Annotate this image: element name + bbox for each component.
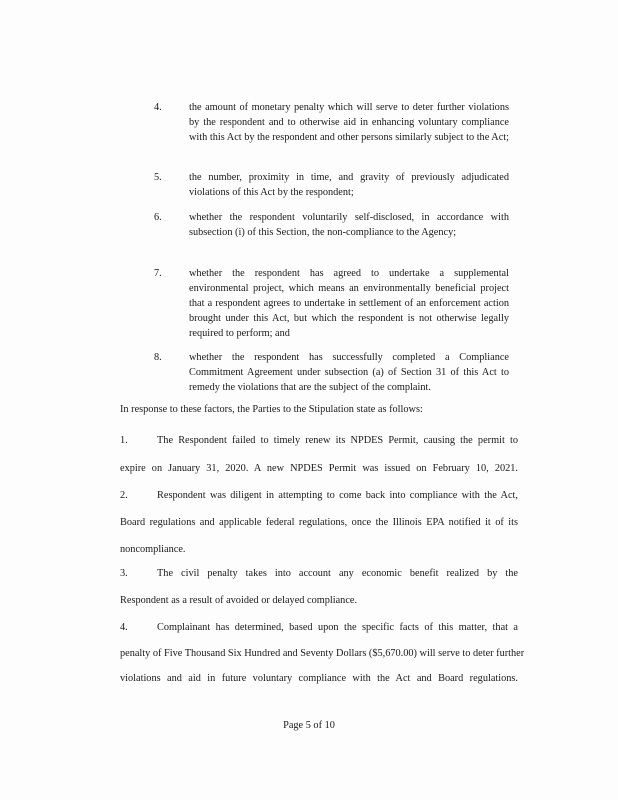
item-number: 4.: [120, 622, 128, 633]
factor-text: whether the respondent has agreed to undertake a supplemental environmental project, which means an environmentally beneficial project that a respondent agrees to undertake in settlement of an enforcement action brought under this Act, but which the respondent is not otherwise legally required to perform; and: [189, 268, 509, 339]
item-rest-line: expire on January 31, 2020. A new NPDES Permit was issued on February 10, 2021.: [120, 463, 518, 474]
item-rest-line: penalty of Five Thousand Six Hundred and Seventy Dollars ($5,670.00) will serve to deter further: [120, 648, 525, 659]
factor-text: the amount of monetary penalty which will serve to deter further violations by the respondent and to otherwise aid in enhancing voluntary compliance with this Act by the respondent and other persons similarly subject to the Act;: [189, 102, 510, 143]
factor-number: 7.: [154, 268, 162, 279]
factor-text: whether the respondent voluntarily self-disclosed, in accordance with subsection (i) of this Section, the non-compliance to the Agency;: [189, 212, 509, 238]
factor-text: the number, proximity in time, and gravity of previously adjudicated violations of this Act by the respondent;: [189, 172, 509, 198]
factor-text: whether the respondent has successfully completed a Compliance Commitment Agreement under subsection (a) of Section 31 of this Act to remedy the violations that are the subject of the complaint.: [189, 352, 509, 393]
item-rest-line: Board regulations and applicable federal regulations, once the Illinois EPA notified it of its: [120, 517, 518, 528]
item-rest-line: violations and aid in future voluntary compliance with the Act and Board regulations.: [120, 673, 518, 684]
item-first-line: The civil penalty takes into account any economic benefit realized by the: [157, 568, 518, 579]
factor-number: 8.: [154, 352, 162, 363]
item-number: 1.: [120, 435, 128, 446]
item-number: 2.: [120, 490, 128, 501]
item-rest-line: noncompliance.: [120, 544, 186, 555]
item-first-line: Complainant has determined, based upon the specific facts of this matter, that a: [157, 622, 518, 633]
item-rest-line: Respondent as a result of avoided or delayed compliance.: [120, 595, 358, 606]
page-number-footer: Page 5 of 10: [283, 720, 335, 731]
factor-number: 4.: [154, 102, 162, 113]
factor-number: 5.: [154, 172, 162, 183]
item-number: 3.: [120, 568, 128, 579]
item-first-line: Respondent was diligent in attempting to come back into compliance with the Act,: [157, 490, 518, 501]
item-first-line: The Respondent failed to timely renew its NPDES Permit, causing the permit to: [157, 435, 518, 446]
factor-number: 6.: [154, 212, 162, 223]
intro-text: In response to these factors, the Parties to the Stipulation state as follows:: [120, 404, 423, 415]
